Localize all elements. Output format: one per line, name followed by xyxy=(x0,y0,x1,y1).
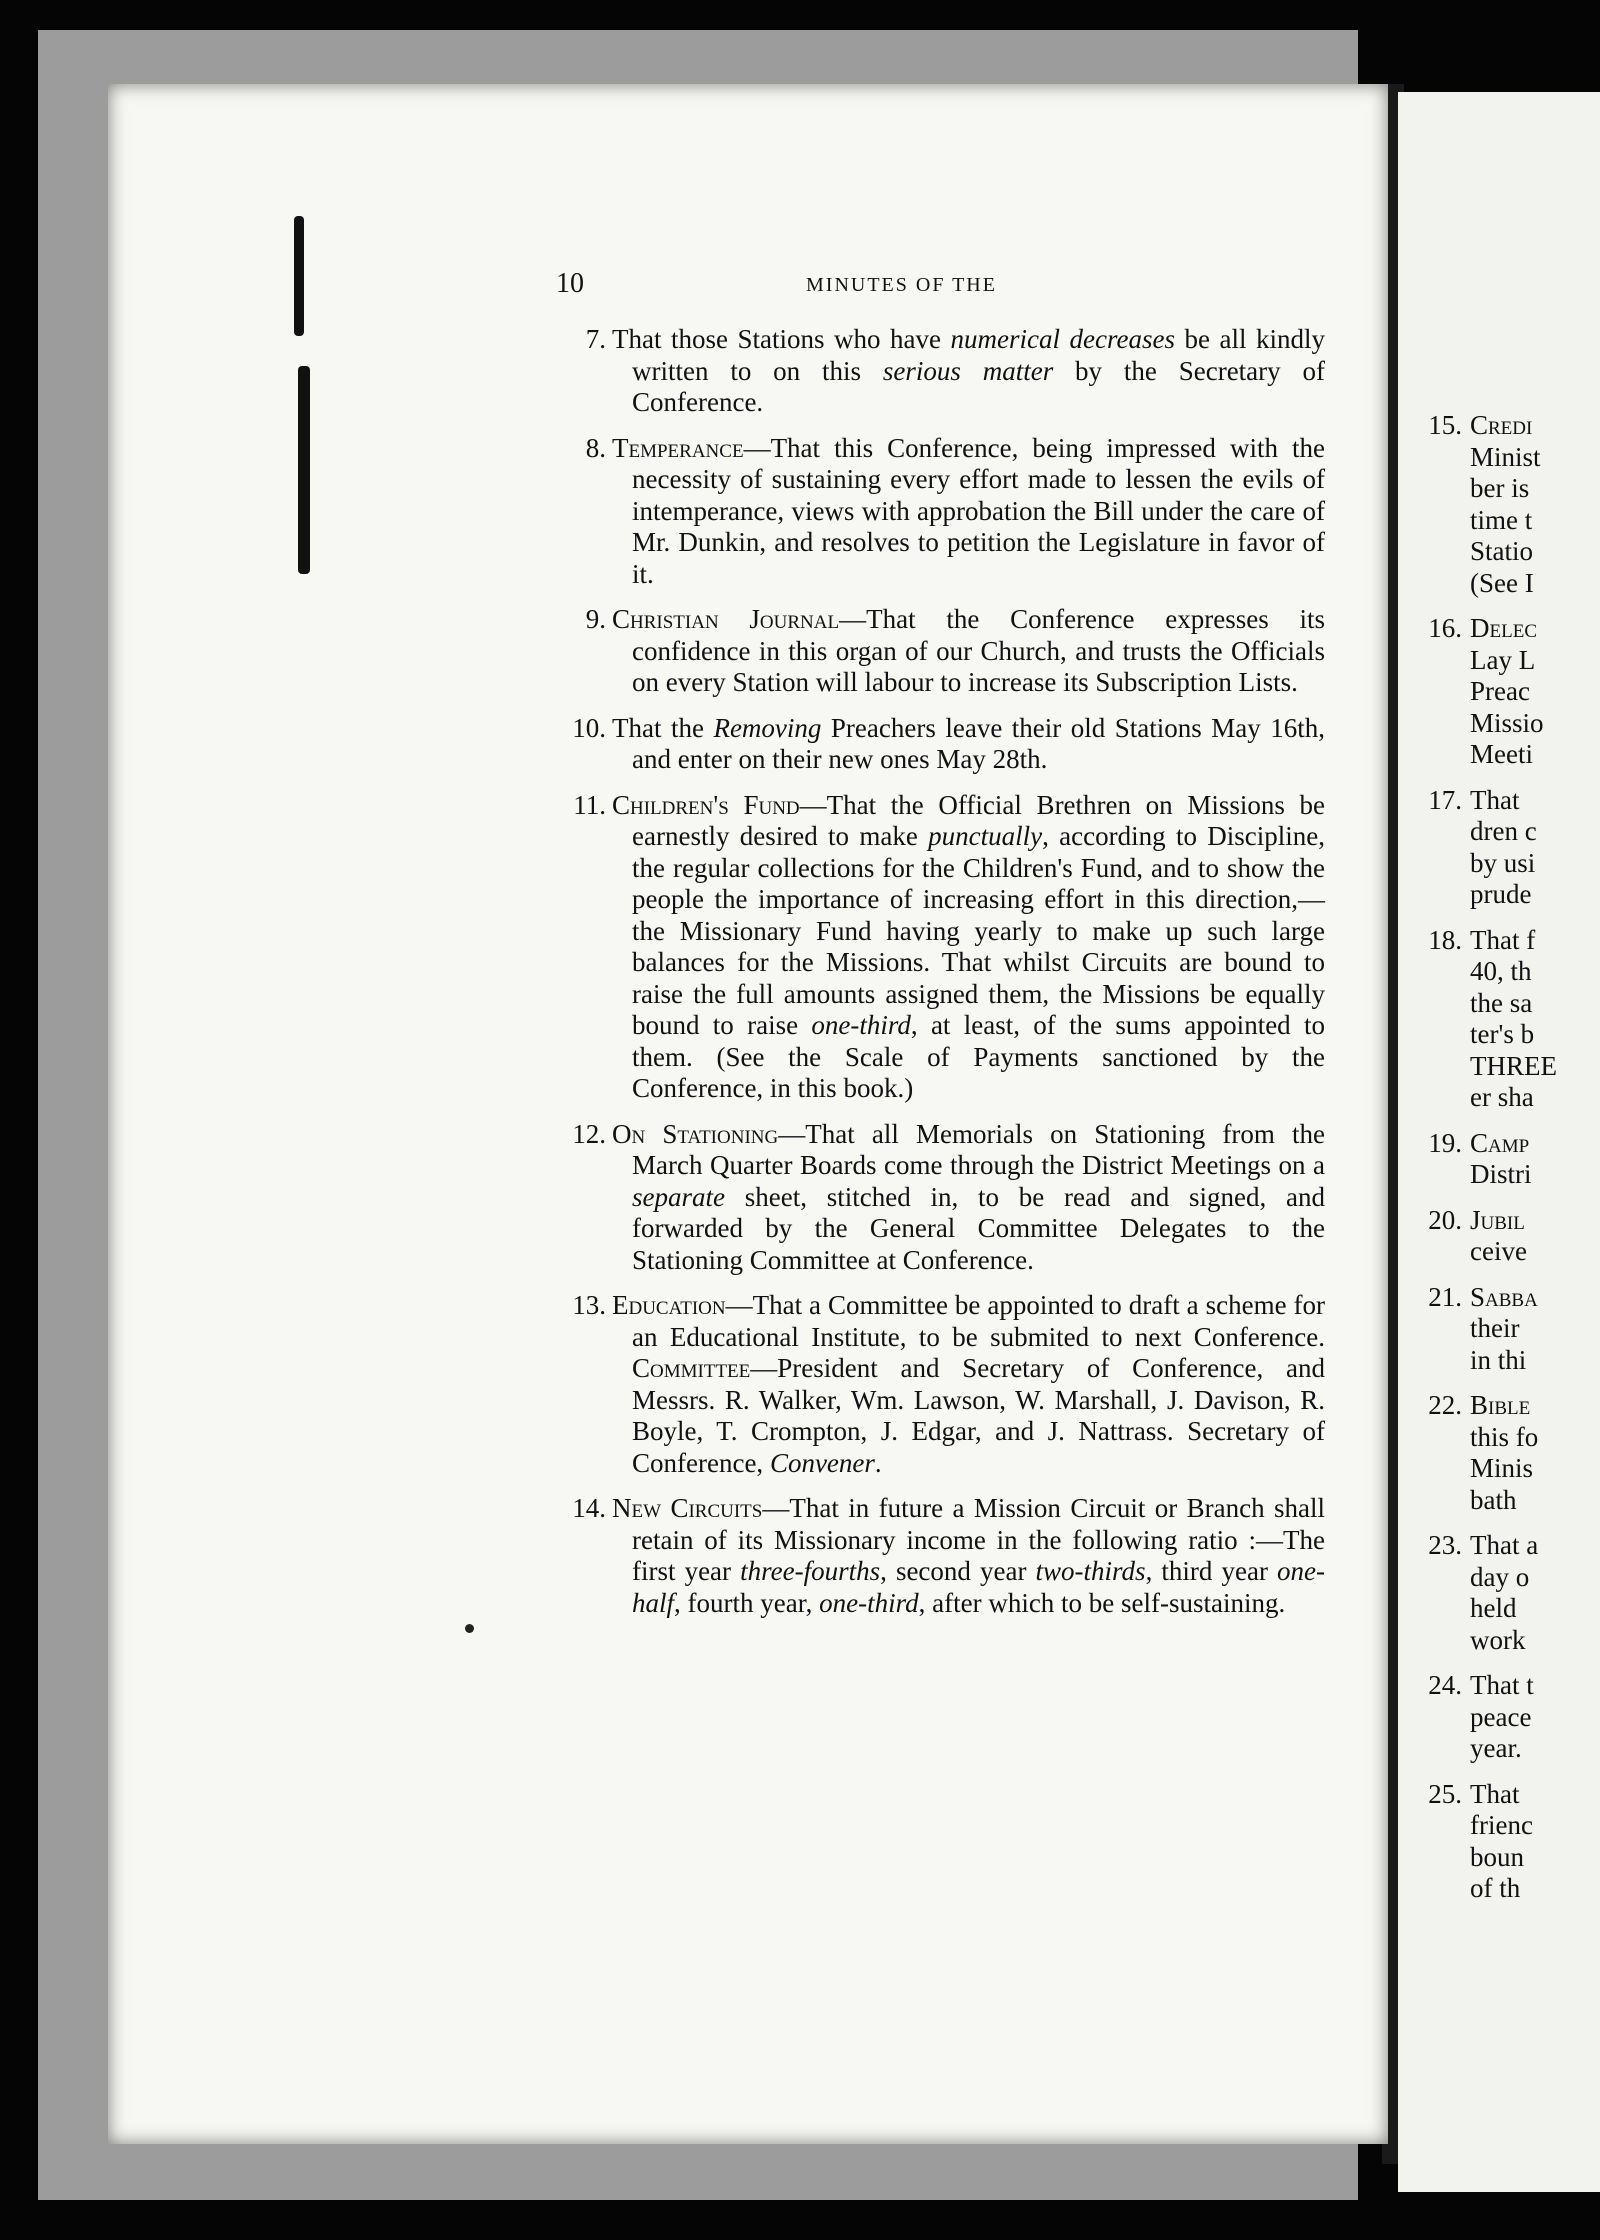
text-line: 40, th xyxy=(1470,956,1532,986)
text-segment: sheet, stitched in, to be read and signed, and forwarded by the General Committee Delegates to the Stationing Committee at Conference. xyxy=(632,1181,1325,1275)
text-line: Statio xyxy=(1470,536,1534,566)
resolution-heading: Temperance xyxy=(612,432,744,463)
text-line: day o xyxy=(1470,1561,1530,1592)
resolution-number: 17. xyxy=(1428,784,1462,815)
resolution-number: 25. xyxy=(1428,1778,1462,1809)
resolution-item xyxy=(550,433,1325,591)
text-line: Delec xyxy=(1470,613,1537,643)
resolution-text xyxy=(612,1493,1325,1619)
italic-text: three-fourths xyxy=(740,1556,881,1586)
text-segment: , fourth year, xyxy=(674,1587,820,1618)
right-page-item xyxy=(1408,785,1600,911)
resolution-item xyxy=(550,604,1325,699)
page-header xyxy=(556,268,1326,304)
text-segment: , second year xyxy=(880,1556,1036,1586)
resolution-number: 10. xyxy=(572,712,606,743)
text-line: Jubil xyxy=(1470,1204,1525,1235)
text-line: Meeti xyxy=(1470,739,1533,769)
text-line: the sa xyxy=(1470,987,1533,1018)
resolution-number: 20. xyxy=(1428,1204,1462,1235)
resolution-number: 8. xyxy=(585,432,606,463)
text-line: Credi xyxy=(1470,410,1533,440)
text-segment: Preachers leave their old Stations May 16th, and enter on their new ones May 28th. xyxy=(632,712,1325,774)
right-page-item xyxy=(1408,925,1600,1114)
right-page-item xyxy=(1408,410,1600,599)
text-segment: be all kindly written to on this xyxy=(632,324,1325,386)
resolution-text xyxy=(612,790,1325,1105)
text-line: their xyxy=(1470,1313,1520,1343)
resolution-heading: On Stationing xyxy=(612,1118,779,1149)
resolution-number: 22. xyxy=(1428,1390,1462,1420)
resolution-item xyxy=(550,1119,1325,1277)
text-line: That xyxy=(1470,1778,1520,1809)
text-line: this fo xyxy=(1470,1421,1539,1452)
resolution-number: 13. xyxy=(572,1290,606,1320)
resolution-text xyxy=(612,713,1325,776)
text-segment: , third year xyxy=(1145,1556,1278,1586)
text-segment: —President and Secretary of Conference, and Messrs. R. Walker, Wm. Lawson, W. Marshall, J. Davison, R. Boyle, T. Crompton, J. Edgar, and J. Nattrass. Secretary of Conference, xyxy=(632,1353,1325,1478)
text-line: ber is xyxy=(1470,473,1530,503)
running-title: MINUTES OF THE xyxy=(806,274,997,296)
text-segment: That those Stations who have xyxy=(612,324,951,354)
italic-text: numerical decreases xyxy=(950,324,1175,354)
text-segment: —That this Conference, being impressed with the necessity of sustaining every effort made to lessen the evils of intemperance, views with approbation the Bill under the care of Mr. Dunkin, and resolves to petition the Legislature in favor of it. xyxy=(632,432,1325,589)
text-segment: . xyxy=(874,1447,882,1478)
right-page-item xyxy=(1408,1779,1600,1905)
text-line: of th xyxy=(1470,1873,1521,1903)
text-line: ceive xyxy=(1470,1236,1527,1266)
page-number: 10 xyxy=(556,268,584,299)
italic-text: one-half xyxy=(632,1556,1326,1618)
right-page-item xyxy=(1408,1205,1600,1268)
resolution-heading: New Circuits xyxy=(612,1493,763,1523)
text-line: That a xyxy=(1470,1530,1539,1560)
resolution-number: 16. xyxy=(1428,613,1462,643)
resolution-number: 24. xyxy=(1428,1670,1462,1700)
resolution-number: 14. xyxy=(572,1493,606,1523)
text-line: peace xyxy=(1470,1701,1532,1732)
resolution-number: 12. xyxy=(572,1118,606,1149)
text-line: (See I xyxy=(1470,567,1534,598)
text-line: bath xyxy=(1470,1484,1517,1515)
italic-text: one-third xyxy=(819,1587,919,1618)
text-segment: —That the Official Brethren on Missions be earnestly desired to make xyxy=(632,789,1325,851)
text-line: work xyxy=(1470,1624,1526,1655)
text-line: frienc xyxy=(1470,1810,1533,1840)
resolution-heading: Education xyxy=(612,1290,726,1320)
resolution-item xyxy=(550,1493,1325,1619)
resolution-text xyxy=(612,604,1325,699)
resolution-heading: Committee xyxy=(632,1353,751,1383)
binding-mark xyxy=(294,216,304,336)
right-page xyxy=(1398,92,1600,2192)
right-page-item xyxy=(1408,1282,1600,1377)
text-segment: by the Secretary of Conference. xyxy=(632,355,1325,417)
resolution-text xyxy=(612,324,1325,419)
resolution-heading: Children's Fund xyxy=(612,789,800,820)
resolution-number: 11. xyxy=(573,789,606,820)
resolution-number: 18. xyxy=(1428,924,1462,955)
text-line: THREE xyxy=(1470,1050,1557,1081)
text-segment: , after which to be self-sustaining. xyxy=(918,1587,1286,1618)
right-page-item xyxy=(1408,613,1600,771)
text-segment: That the xyxy=(612,712,714,743)
text-line: Minis xyxy=(1470,1453,1534,1483)
text-line: Minist xyxy=(1470,441,1541,472)
text-line: Missio xyxy=(1470,707,1544,738)
resolution-number: 21. xyxy=(1428,1281,1462,1312)
right-page-item xyxy=(1408,1128,1600,1191)
text-segment: —That a Committee be appointed to draft a scheme for an Educational Institute, to be submited to next Conference. xyxy=(632,1290,1325,1352)
resolution-heading: Christian Journal xyxy=(612,604,840,634)
text-segment: , at least, of the sums appointed to them. (See the Scale of Payments sanctioned by the Conference, in this book.) xyxy=(632,1010,1325,1103)
resolution-item xyxy=(550,324,1325,419)
resolution-item xyxy=(550,1290,1325,1479)
text-line: That xyxy=(1470,784,1520,815)
text-segment: —That all Memorials on Stationing from the March Quarter Boards come through the District Meetings on a xyxy=(632,1118,1325,1180)
italic-text: serious matter xyxy=(882,355,1054,386)
italic-text: separate xyxy=(632,1181,725,1212)
resolutions-list xyxy=(550,324,1325,1633)
text-line: That f xyxy=(1470,924,1536,955)
right-page-items xyxy=(1408,410,1600,1919)
resolution-number: 19. xyxy=(1428,1127,1462,1158)
right-page-item xyxy=(1408,1530,1600,1656)
resolution-text xyxy=(612,1290,1325,1479)
text-segment: , according to Discipline, the regular collections for the Children's Fund, and to show the people the importance of increasing effort in this direction,—the Missionary Fund having yearly to make up such large balances for the Missions. That whilst Circuits are bound to raise the full amounts assigned them, the Missions be equally bound to raise xyxy=(632,821,1325,1040)
text-line: ter's b xyxy=(1470,1019,1535,1049)
binding-mark xyxy=(298,366,310,574)
text-line: Bible xyxy=(1470,1390,1531,1420)
italic-text: Convener xyxy=(769,1447,875,1478)
text-segment: —That in future a Mission Circuit or Branch shall retain of its Missionary income in the following ratio :—The first year xyxy=(632,1493,1325,1586)
text-line: Sabba xyxy=(1470,1281,1538,1312)
right-page-item xyxy=(1408,1390,1600,1516)
text-line: time t xyxy=(1470,504,1533,535)
text-line: Lay L xyxy=(1470,644,1536,675)
resolution-number: 7. xyxy=(585,324,606,354)
text-line: by usi xyxy=(1470,847,1536,878)
text-line: held xyxy=(1470,1593,1517,1623)
resolution-item xyxy=(550,713,1325,776)
resolution-number: 23. xyxy=(1428,1530,1462,1560)
text-line: er sha xyxy=(1470,1082,1534,1112)
text-line: Distri xyxy=(1470,1159,1532,1189)
resolution-item xyxy=(550,790,1325,1105)
right-page-item xyxy=(1408,1670,1600,1765)
text-line: dren c xyxy=(1470,816,1537,846)
resolution-text xyxy=(612,1119,1325,1277)
text-line: That t xyxy=(1470,1670,1534,1700)
italic-text: two-thirds xyxy=(1035,1556,1146,1586)
resolution-number: 9. xyxy=(585,604,606,634)
ink-speck xyxy=(465,1624,474,1633)
resolution-number: 15. xyxy=(1428,410,1462,440)
italic-text: Removing xyxy=(713,712,822,743)
text-line: boun xyxy=(1470,1841,1524,1872)
resolution-text xyxy=(612,433,1325,591)
text-line: Camp xyxy=(1470,1127,1530,1158)
italic-text: punctually xyxy=(928,821,1043,851)
text-segment: —That the Conference expresses its confidence in this organ of our Church, and trusts the Officials on every Station will labour to increase its Subscription Lists. xyxy=(632,604,1325,697)
text-line: Preac xyxy=(1470,676,1530,706)
text-line: prude xyxy=(1470,879,1532,909)
text-line: in thi xyxy=(1470,1344,1527,1375)
text-line: year. xyxy=(1470,1733,1522,1763)
italic-text: one-third xyxy=(811,1010,911,1040)
